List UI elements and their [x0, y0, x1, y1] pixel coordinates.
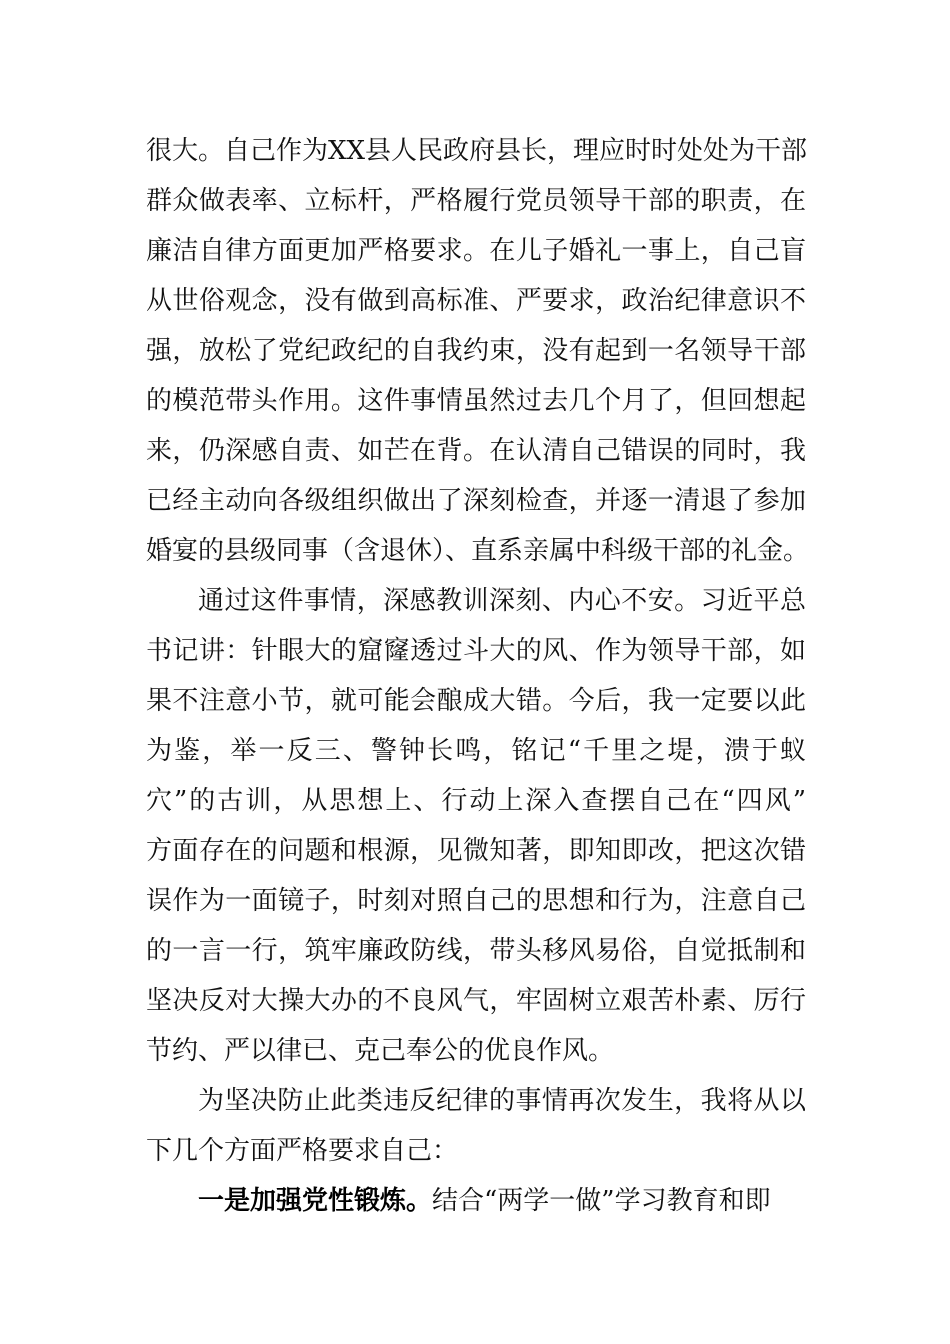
- text-line-9: 婚宴的县级同事（含退休）、直系亲属中科级干部的礼金。: [146, 536, 810, 566]
- text-line-3: 廉洁自律方面更加严格要求。在儿子婚礼一事上，自己盲: [146, 236, 806, 266]
- text-line-21: 下几个方面严格要求自己：: [146, 1136, 459, 1166]
- text-line-20: 为坚决防止此类违反纪律的事情再次发生，我将从以: [198, 1086, 806, 1116]
- text-line-8: 已经主动向各级组织做出了深刻检查，并逐一清退了参加: [146, 486, 806, 516]
- text-line-18: 坚决反对大操大办的不良风气，牢固树立艰苦朴素、厉行: [146, 986, 806, 1016]
- text-line-1: 很大。自己作为XX县人民政府县长，理应时时处处为干部: [146, 136, 808, 166]
- text-line-14: 穴”的古训，从思想上、行动上深入查摆自己在“四风”: [146, 786, 806, 816]
- text-line-5: 强，放松了党纪政纪的自我约束，没有起到一名领导干部: [146, 336, 806, 366]
- text-line-6: 的模范带头作用。这件事情虽然过去几个月了，但回想起: [146, 386, 806, 416]
- text-line-7: 来，仍深感自责、如芒在背。在认清自己错误的同时，我: [146, 436, 806, 466]
- text-continuation: 结合“两学一做”学习教育和即: [432, 1186, 771, 1216]
- text-line-19: 节约、严以律已、克己奉公的优良作风。: [146, 1036, 615, 1066]
- text-line-4: 从世俗观念，没有做到高标准、严要求，政治纪律意识不: [146, 286, 806, 316]
- text-line-2: 群众做表率、立标杆，严格履行党员领导干部的职责，在: [146, 186, 806, 216]
- text-line-17: 的一言一行，筑牢廉政防线，带头移风易俗，自觉抵制和: [146, 936, 806, 966]
- text-line-10: 通过这件事情，深感教训深刻、内心不安。习近平总: [198, 586, 806, 616]
- bold-heading: 一是加强党性锻炼。: [198, 1186, 433, 1216]
- text-line-12: 果不注意小节，就可能会酿成大错。今后，我一定要以此: [146, 686, 806, 716]
- text-line-13: 为鉴，举一反三、警钟长鸣，铭记“千里之堤，溃于蚁: [146, 736, 806, 766]
- text-line-16: 误作为一面镜子，时刻对照自己的思想和行为，注意自己: [146, 886, 806, 916]
- text-line-15: 方面存在的问题和根源，见微知著，即知即改，把这次错: [146, 836, 806, 866]
- text-line-22: [198, 1181, 806, 1221]
- text-line-11: 书记讲：针眼大的窟窿透过斗大的风、作为领导干部，如: [146, 636, 806, 666]
